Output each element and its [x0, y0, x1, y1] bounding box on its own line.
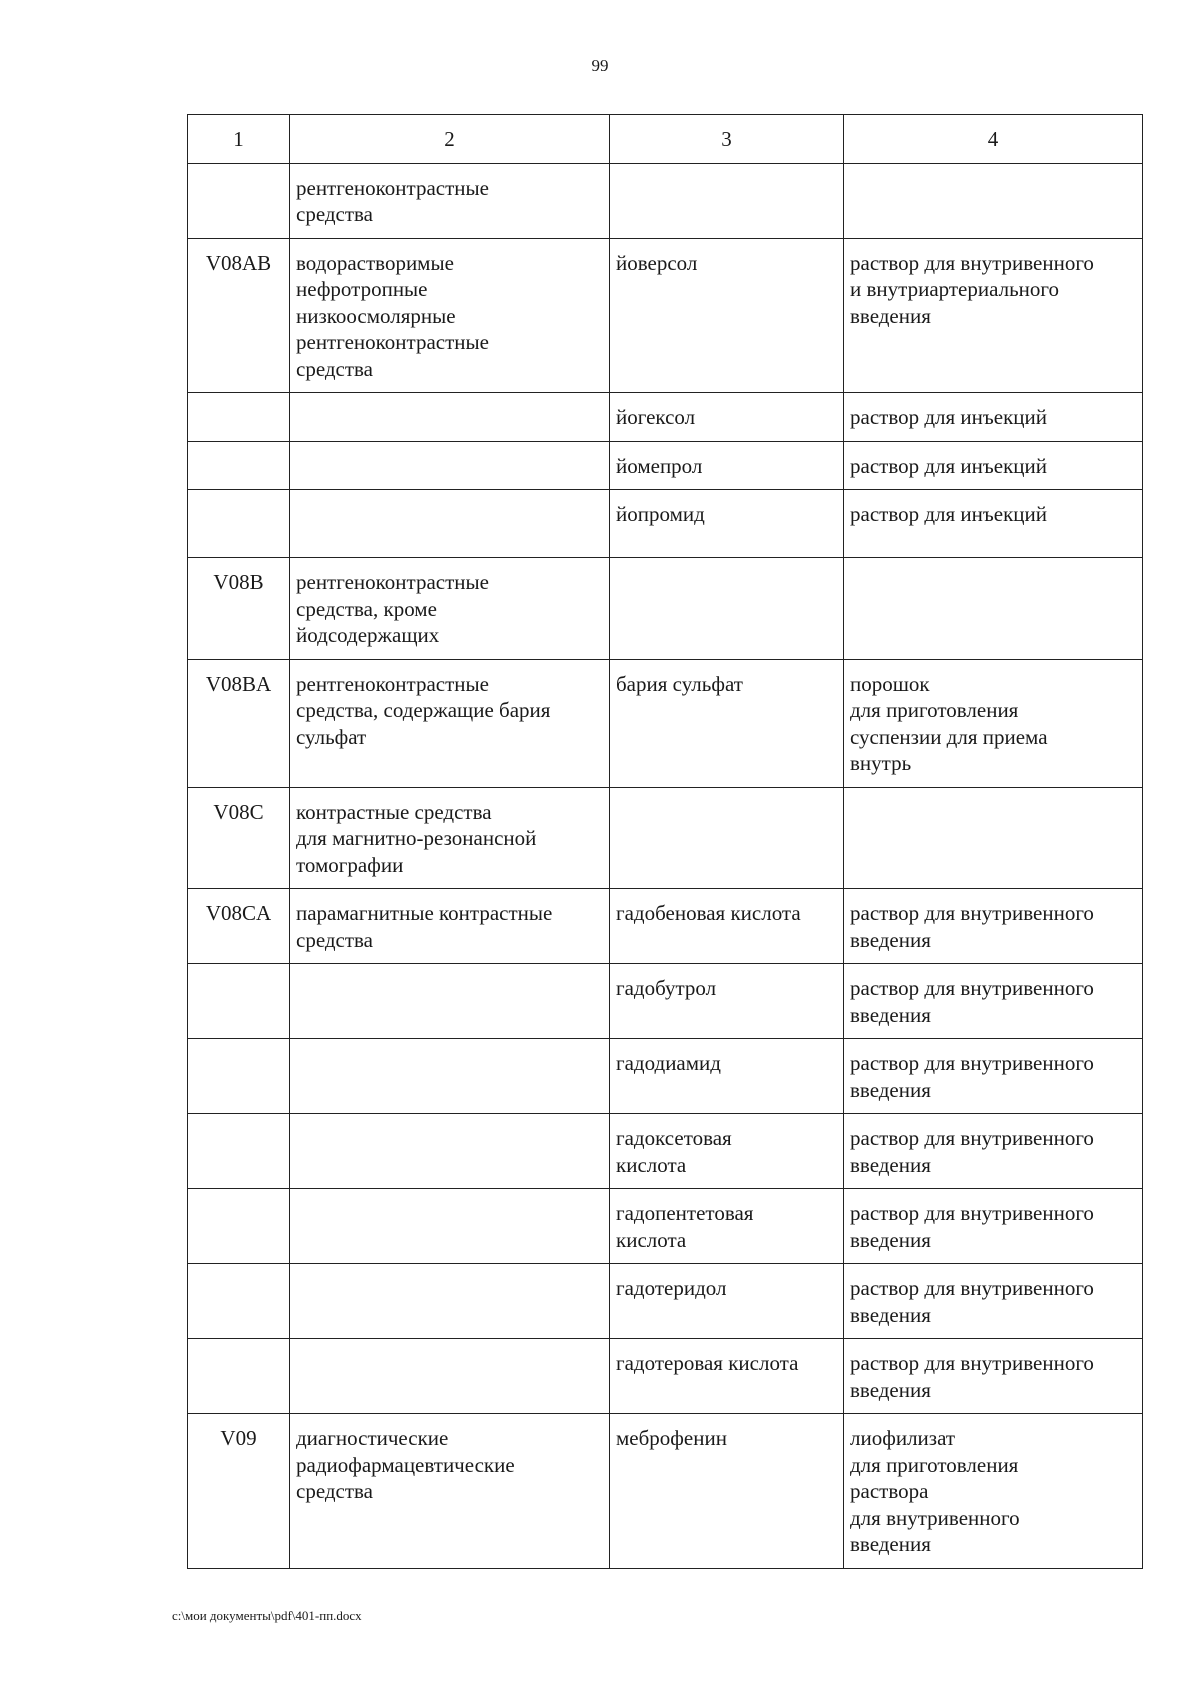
group-name-cell [290, 1264, 610, 1339]
table-row [188, 964, 1143, 1039]
atc-code-cell [188, 1339, 290, 1414]
dosage-form-cell: лиофилизат для приготовления раствора для внутривенного введения [844, 1414, 1143, 1569]
group-name-cell [290, 1039, 610, 1114]
page-number: 99 [591, 56, 609, 75]
drug-name-cell: гадобеновая кислота [610, 889, 844, 964]
atc-code-cell [188, 393, 290, 442]
table-row [188, 1264, 1143, 1339]
table-row [188, 889, 1143, 964]
drug-name-cell [610, 787, 844, 889]
dosage-form-cell: раствор для внутривенного введения [844, 1339, 1143, 1414]
dosage-form-cell: раствор для внутривенного введения [844, 1189, 1143, 1264]
group-name-cell [290, 490, 610, 558]
dosage-form-cell: раствор для внутривенного введения [844, 1114, 1143, 1189]
table-row [188, 441, 1143, 490]
dosage-form-cell: порошок для приготовления суспензии для приема внутрь [844, 659, 1143, 787]
atc-code-cell: V08BA [188, 659, 290, 787]
group-name-cell [290, 393, 610, 442]
atc-code-cell [188, 964, 290, 1039]
group-name-cell [290, 1189, 610, 1264]
group-name-cell [290, 1114, 610, 1189]
table-row [188, 238, 1143, 393]
drug-name-cell [610, 163, 844, 238]
dosage-form-cell: раствор для внутривенного введения [844, 889, 1143, 964]
atc-code-cell: V08AB [188, 238, 290, 393]
atc-code-cell: V08B [188, 558, 290, 660]
table-row [188, 558, 1143, 660]
header-cell-4: 4 [844, 115, 1143, 164]
table-row [188, 1189, 1143, 1264]
dosage-form-cell: раствор для внутривенного введения [844, 964, 1143, 1039]
atc-code-cell [188, 1264, 290, 1339]
group-name-cell: водорастворимые нефротропные низкоосмолярные рентгеноконтрастные средства [290, 238, 610, 393]
drug-name-cell: йомепрол [610, 441, 844, 490]
atc-code-cell: V09 [188, 1414, 290, 1569]
atc-code-cell: V08CA [188, 889, 290, 964]
table-row [188, 1414, 1143, 1569]
atc-code-cell [188, 490, 290, 558]
drug-name-cell: йоверсол [610, 238, 844, 393]
drug-name-cell: бария сульфат [610, 659, 844, 787]
drug-classification-table [187, 114, 1143, 1569]
drug-name-cell: йопромид [610, 490, 844, 558]
group-name-cell: рентгеноконтрастные средства [290, 163, 610, 238]
atc-code-cell: V08C [188, 787, 290, 889]
group-name-cell: рентгеноконтрастные средства, кроме йодсодержащих [290, 558, 610, 660]
atc-code-cell [188, 1114, 290, 1189]
dosage-form-cell: раствор для инъекций [844, 441, 1143, 490]
drug-name-cell: гадодиамид [610, 1039, 844, 1114]
dosage-form-cell: раствор для внутривенного введения [844, 1039, 1143, 1114]
drug-name-cell [610, 558, 844, 660]
dosage-form-cell: раствор для инъекций [844, 490, 1143, 558]
table-row [188, 659, 1143, 787]
table-header-row [188, 115, 1143, 164]
header-cell-2: 2 [290, 115, 610, 164]
group-name-cell [290, 441, 610, 490]
atc-code-cell [188, 1039, 290, 1114]
table-row [188, 490, 1143, 558]
table-row [188, 393, 1143, 442]
table-row [188, 1039, 1143, 1114]
drug-name-cell: йогексол [610, 393, 844, 442]
group-name-cell [290, 1339, 610, 1414]
dosage-form-cell [844, 558, 1143, 660]
atc-code-cell [188, 163, 290, 238]
dosage-form-cell: раствор для внутривенного введения [844, 1264, 1143, 1339]
group-name-cell: диагностические радиофармацевтические средства [290, 1414, 610, 1569]
file-path-footer: c:\мои документы\pdf\401-пп.docx [172, 1608, 362, 1623]
table-row [188, 163, 1143, 238]
group-name-cell: контрастные средства для магнитно-резонансной томографии [290, 787, 610, 889]
atc-code-cell [188, 1189, 290, 1264]
atc-code-cell [188, 441, 290, 490]
dosage-form-cell [844, 163, 1143, 238]
drug-name-cell: гадопентетовая кислота [610, 1189, 844, 1264]
table-row [188, 787, 1143, 889]
drug-name-cell: гадоксетовая кислота [610, 1114, 844, 1189]
dosage-form-cell: раствор для инъекций [844, 393, 1143, 442]
group-name-cell: парамагнитные контрастные средства [290, 889, 610, 964]
drug-name-cell: гадобутрол [610, 964, 844, 1039]
group-name-cell: рентгеноконтрастные средства, содержащие бария сульфат [290, 659, 610, 787]
drug-name-cell: гадотеридол [610, 1264, 844, 1339]
dosage-form-cell: раствор для внутривенного и внутриартериального введения [844, 238, 1143, 393]
drug-name-cell: меброфенин [610, 1414, 844, 1569]
table-row [188, 1114, 1143, 1189]
drug-name-cell: гадотеровая кислота [610, 1339, 844, 1414]
dosage-form-cell [844, 787, 1143, 889]
header-cell-1: 1 [188, 115, 290, 164]
table-row [188, 1339, 1143, 1414]
header-cell-3: 3 [610, 115, 844, 164]
group-name-cell [290, 964, 610, 1039]
